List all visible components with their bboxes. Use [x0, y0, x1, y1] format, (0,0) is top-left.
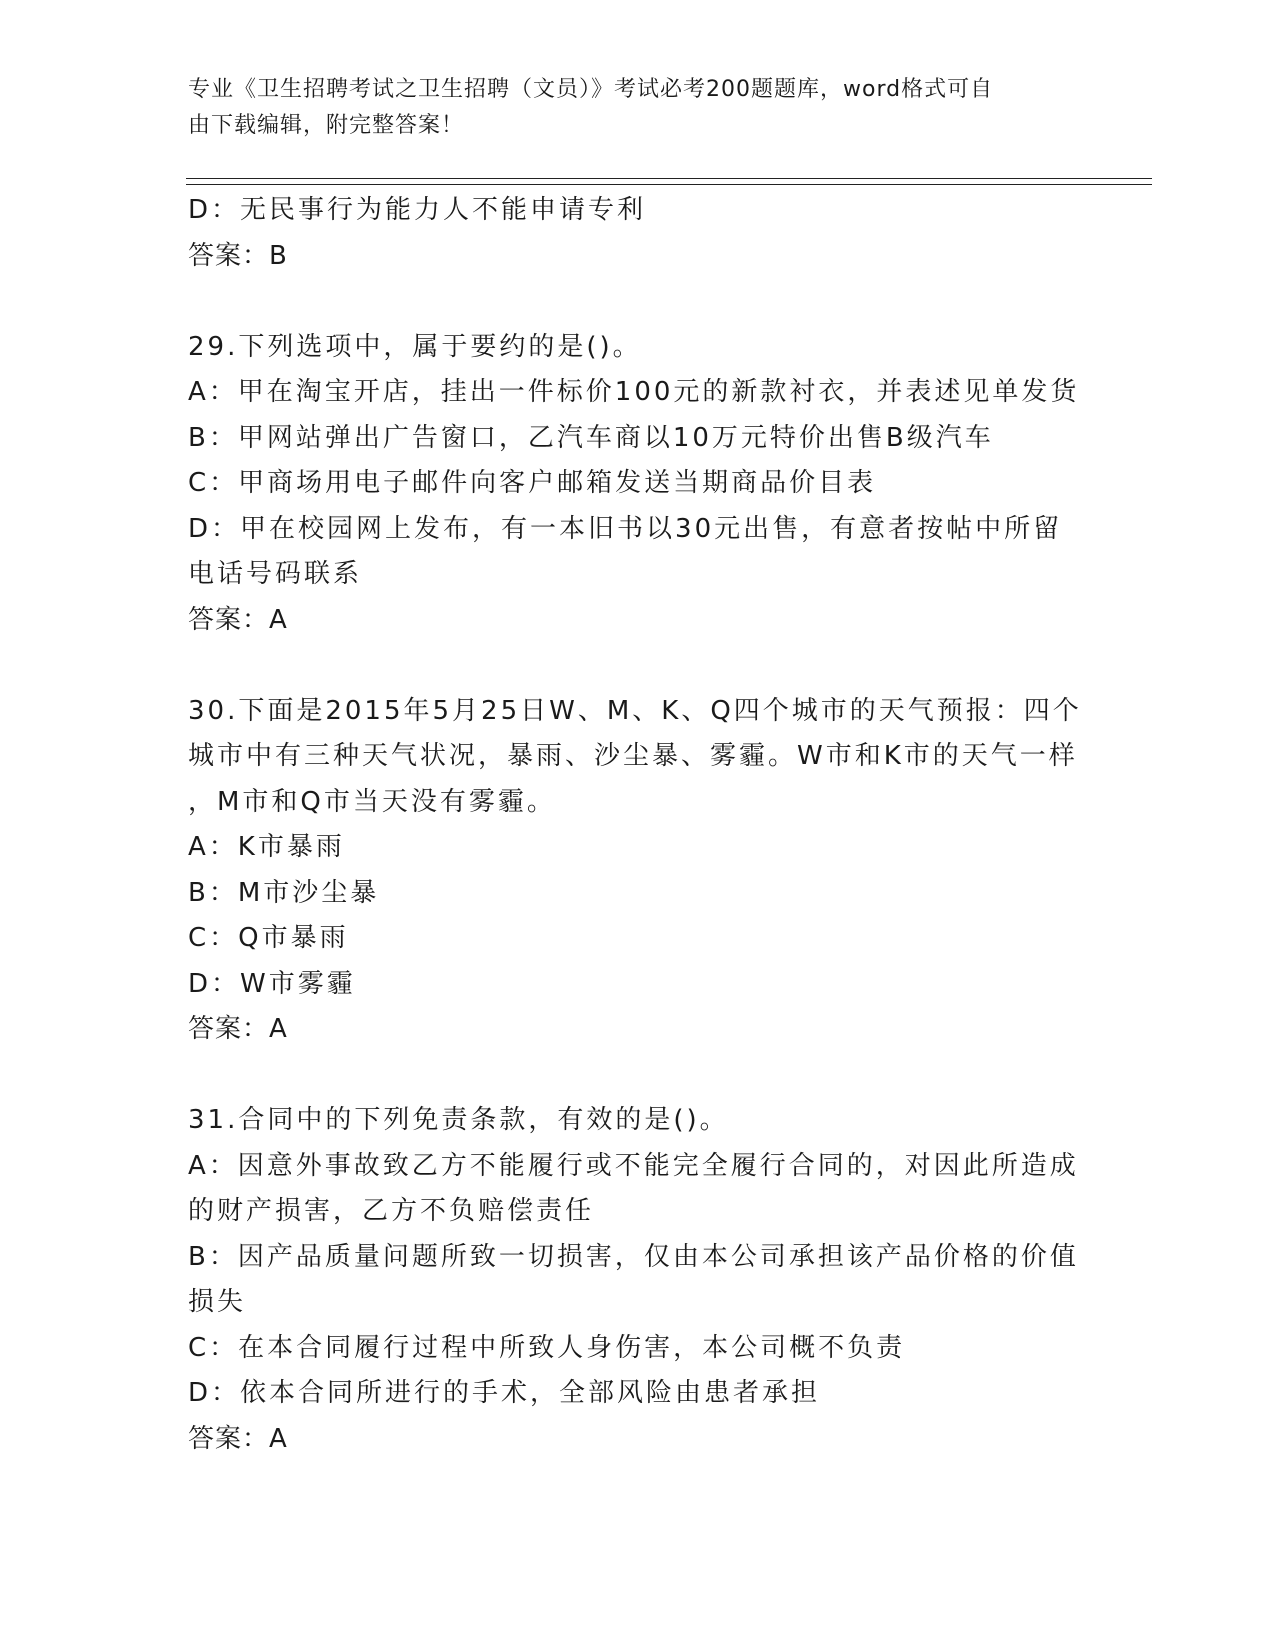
option-b: B：M市沙尘暴: [188, 877, 380, 908]
option-b: B：甲网站弹出广告窗口，乙汽车商以10万元特价出售B级汽车: [188, 422, 994, 453]
option-d-continued: 电话号码联系: [188, 559, 363, 589]
option-a: A：K市暴雨: [188, 832, 345, 862]
header-divider-top: [186, 178, 1152, 179]
option-a: A：因意外事故致乙方不能履行或不能完全履行合同的，对因此所造成: [188, 1150, 1079, 1181]
option-b: B：因产品质量问题所致一切损害，仅由本公司承担该产品价格的价值: [188, 1241, 1079, 1272]
option-d: D：依本合同所进行的手术，全部风险由患者承担: [188, 1378, 821, 1408]
prev-option-d: D：无民事行为能力人不能申请专利: [188, 195, 647, 225]
option-c: C：Q市暴雨: [188, 923, 349, 953]
question-list: [188, 188, 1088, 1462]
option-d: D：甲在校园网上发布，有一本旧书以30元出售，有意者按帖中所留: [188, 513, 1063, 544]
question-stem: 29.下列选项中，属于要约的是()。: [188, 331, 642, 362]
header-line-1: 专业《卫生招聘考试之卫生招聘（文员）》考试必考200题题库，word格式可自: [188, 77, 994, 102]
question-stem-continued: 城市中有三种天气状况，暴雨、沙尘暴、雾霾。W市和K市的天气一样: [188, 741, 1078, 771]
question-stem-continued: ，M市和Q市当天没有雾霾。: [188, 786, 556, 817]
question-stem: 30.下面是2015年5月25日W、M、K、Q四个城市的天气预报：四个: [188, 695, 1082, 726]
prev-answer: 答案：B: [188, 240, 288, 271]
question-30: [188, 689, 1088, 1053]
option-b-continued: 损失: [188, 1287, 247, 1317]
question-31: [188, 1098, 1088, 1462]
answer: 答案：A: [188, 1423, 288, 1454]
answer: 答案：A: [188, 1014, 288, 1044]
answer: 答案：A: [188, 604, 288, 635]
option-a: A：甲在淘宝开店，挂出一件标价100元的新款衬衣，并表述见单发货: [188, 377, 1080, 407]
document-header: [188, 72, 1088, 144]
question-stem: 31.合同中的下列免责条款，有效的是()。: [188, 1105, 729, 1135]
option-d: D：W市雾霾: [188, 968, 356, 999]
option-c: C：甲商场用电子邮件向客户邮箱发送当期商品价目表: [188, 468, 877, 498]
option-a-continued: 的财产损害，乙方不负赔偿责任: [188, 1196, 595, 1226]
header-line-2: 由下载编辑，附完整答案！: [188, 113, 465, 138]
header-divider-bottom: [186, 184, 1152, 185]
question-29: [188, 325, 1088, 644]
option-c: C：在本合同履行过程中所致人身伤害，本公司概不负责: [188, 1332, 906, 1363]
